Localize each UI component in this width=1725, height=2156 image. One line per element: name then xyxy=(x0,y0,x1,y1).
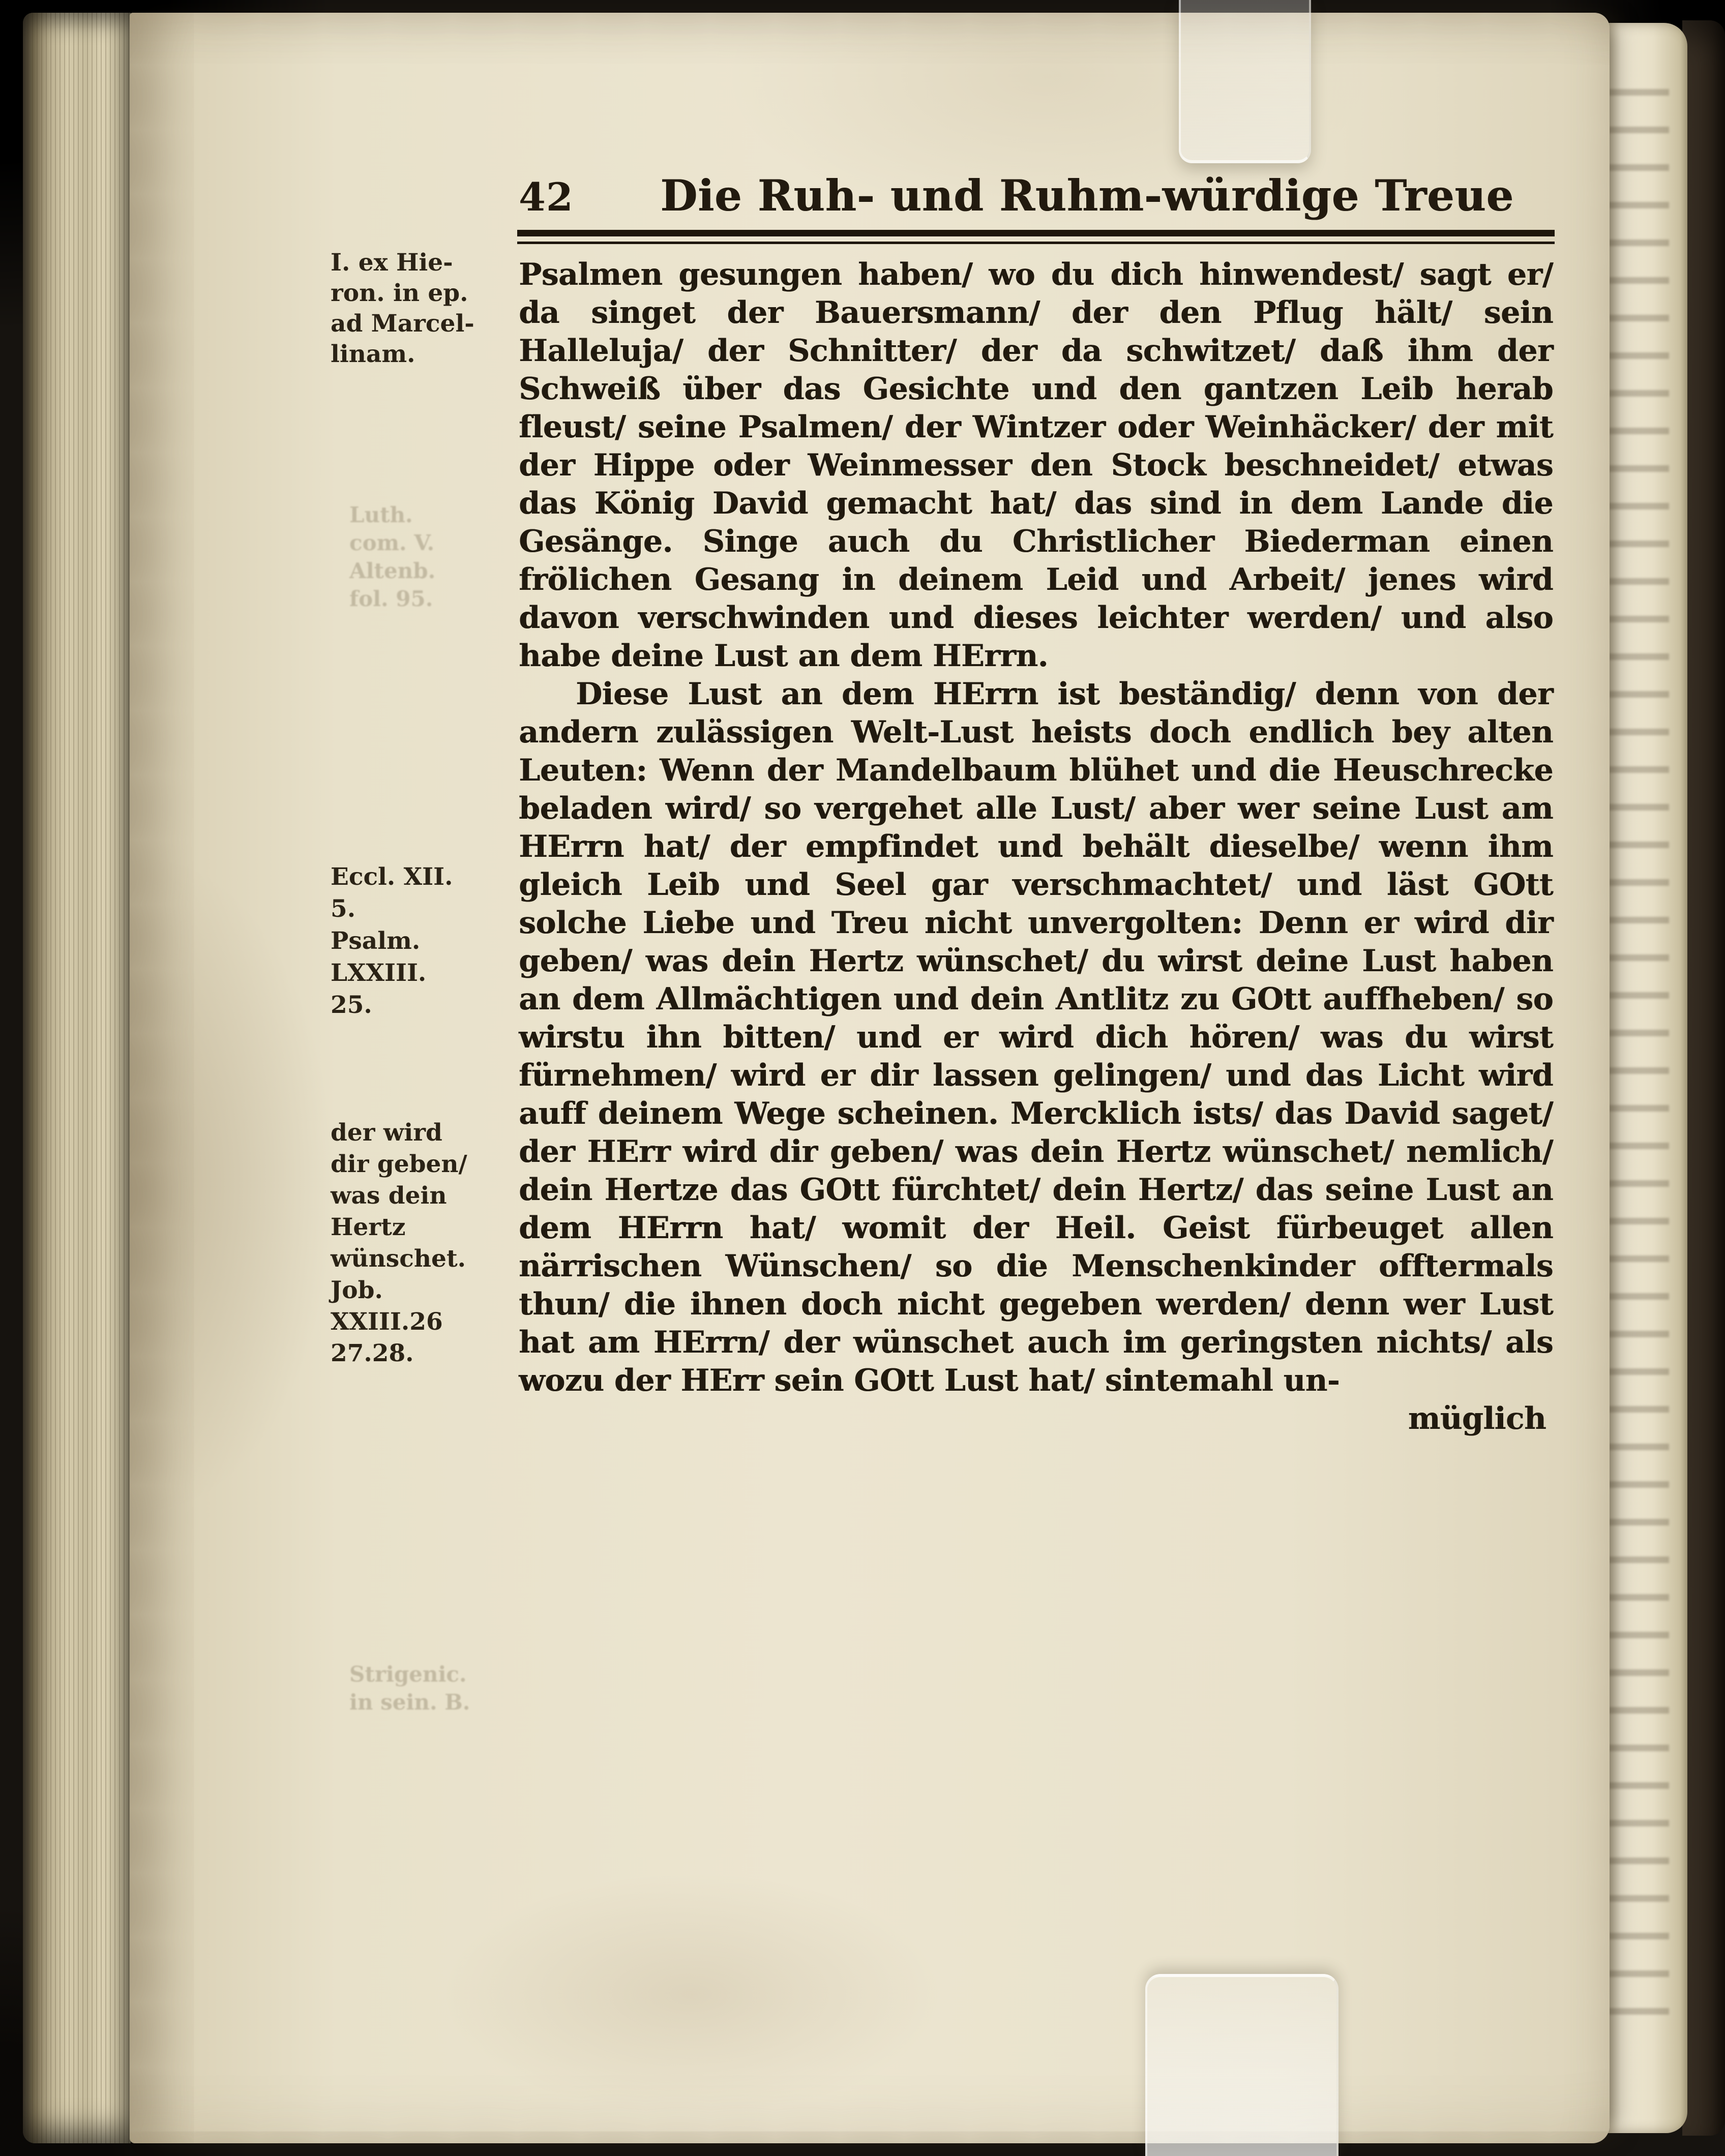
header-rule-thick xyxy=(517,230,1555,236)
margin-note-line: linam. xyxy=(331,340,415,368)
margin-note-line: 27.28. xyxy=(331,1339,414,1367)
bleedthrough-note-line: Altenb. xyxy=(349,558,436,583)
body-text-block xyxy=(519,256,1553,1438)
margin-note-line: wünschet. xyxy=(331,1245,466,1273)
margin-note-line: XXIII.26 xyxy=(331,1308,443,1336)
bleedthrough-note-line: Luth. xyxy=(349,502,413,527)
running-title: Die Ruh- und Ruhm-würdige Treue xyxy=(660,170,1514,221)
bleedthrough-note-line: fol. 95. xyxy=(349,586,433,611)
margin-note-line: 5. xyxy=(331,895,356,923)
margin-note-line: I. ex Hie- xyxy=(331,249,453,277)
next-page-sliver xyxy=(1602,23,1687,2133)
cradle-strap-top xyxy=(1179,0,1311,163)
body-paragraph-1: Psalmen gesungen haben/ wo du dich hinwendest/ sagt er/ da singet der Bauersmann/ der den Pflug hält/ sein Halleluja/ der Schnitter/ der da schwitzet/ daß ihm der Schweiß über das Gesichte und den gantzen Leib herab fleust/ seine Psalmen/ der Wintzer oder Weinhäcker/ der mit der Hippe oder Weinmesser den Stock beschneidet/ etwas das König David gemacht hat/ das sind in dem Lande die Gesänge. Singe auch du Christlicher Biederman einen frölichen Gesang in deinem Leid und Arbeit/ jenes wird davon verschwinden und dieses leichter werden/ und also habe deine Lust an dem HErrn. xyxy=(519,257,1553,674)
margin-note-line: LXXIII. xyxy=(331,959,427,987)
margin-note-line: der wird xyxy=(331,1119,442,1147)
page-number: 42 xyxy=(519,174,574,220)
book-page-edges-left xyxy=(23,13,131,2143)
margin-note-line: ad Marcel- xyxy=(331,310,474,338)
bleedthrough-note-line: com. V. xyxy=(349,530,435,555)
margin-note-line: Job. xyxy=(331,1276,383,1304)
margin-note-line: Psalm. xyxy=(331,927,421,955)
margin-note-line: Hertz xyxy=(331,1213,406,1241)
bleedthrough-note xyxy=(349,501,502,613)
margin-note-citation-jerome xyxy=(331,248,510,370)
margin-note-line: Eccl. XII. xyxy=(331,863,453,891)
bleedthrough-note-line: Strigenic. xyxy=(349,1662,467,1687)
margin-note-citation-eccl-psalm xyxy=(331,861,510,1021)
book-page xyxy=(130,13,1610,2143)
margin-note-line: 25. xyxy=(331,991,372,1019)
margin-note-line: ron. in ep. xyxy=(331,279,468,307)
bleedthrough-note xyxy=(349,1660,502,1716)
book-cover-edge-right xyxy=(1682,20,1725,2136)
catchword: müglich xyxy=(1408,1401,1546,1436)
bleedthrough-note-line: in sein. B. xyxy=(349,1690,470,1715)
cradle-strap-bottom xyxy=(1145,1974,1339,2156)
margin-note-line: was dein xyxy=(331,1182,447,1210)
header-rule-thin xyxy=(517,242,1555,244)
margin-note-line: dir geben/ xyxy=(331,1150,467,1178)
next-page-ghost-text xyxy=(1609,89,1669,2042)
margin-note-citation-job xyxy=(331,1117,510,1369)
body-paragraph-2: Diese Lust an dem HErrn ist beständig/ denn von der andern zulässigen Welt-Lust heists doch endlich bey alten Leuten: Wenn der Mandelbaum blühet und die Heuschrecke beladen wird/ so vergehet alle Lust/ aber wer seine Lust am HErrn hat/ der empfindet und behält dieselbe/ wenn ihm gleich Leib und Seel gar verschmachtet/ und läst GOtt solche Liebe und Treu nicht unvergolten: Denn er wird dir geben/ was dein Hertz wünschet/ du wirst deine Lust haben an dem Allmächtigen und dein Antlitz zu GOtt auffheben/ so wirstu ihn bitten/ und er wird dich hören/ was du wirst fürnehmen/ wird er dir lassen gelingen/ und das Licht wird auff deinem Wege scheinen. Mercklich ists/ das David saget/ der HErr wird dir geben/ was dein Hertz wünschet/ nemlich/ dein Hertze das GOtt fürchtet/ dein Hertz/ das seine Lust an dem HErrn hat/ womit der Heil. Geist fürbeuget allen närrischen Wünschen/ so die Menschenkinder offtermals thun/ die ihnen doch nicht gegeben werden/ denn wer Lust hat am HErrn/ der wünschet auch im geringsten nichts/ als wozu der HErr sein GOtt Lust hat/ sintemahl un- xyxy=(519,676,1553,1398)
